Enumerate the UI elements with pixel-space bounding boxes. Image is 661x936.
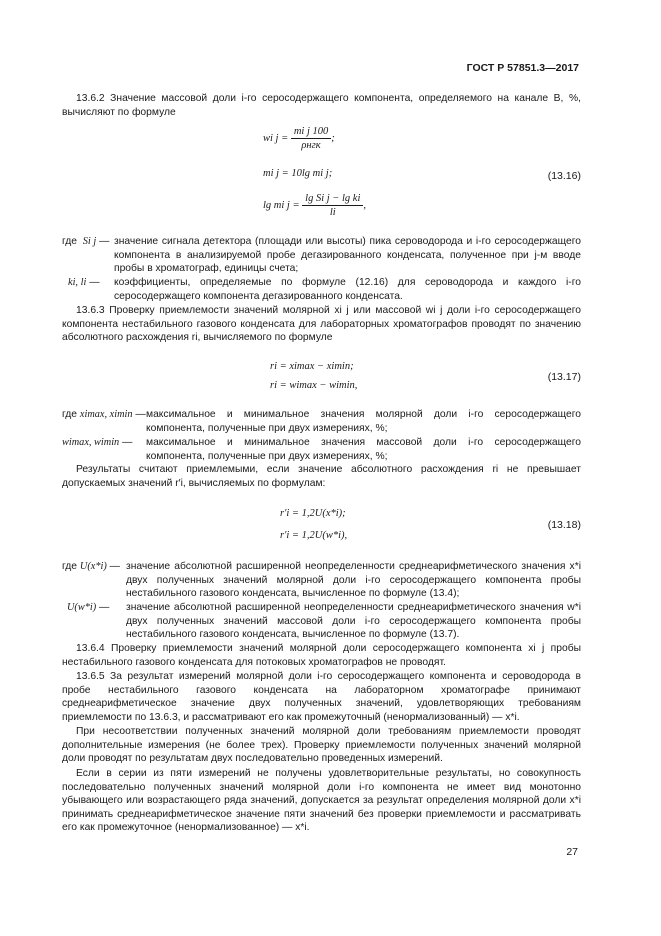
definition-row: ki, li — коэффициенты, определяемые по формуле (12.16) для сероводорода и каждого i-го серосодержащего компонента дегазированного конденсата.: [68, 277, 581, 302]
paragraph-13-6-4: 13.6.4 Проверку приемлемости значений молярной доли серосодержащего компонента xi j пробы нестабильного газового конденсата для потоковых хроматографов не проводят.: [62, 643, 581, 668]
paragraph-13-6-2: 13.6.2 Значение массовой доли i-го серосодержащего компонента, определяемого на канале В, %, вычисляют по формуле: [62, 93, 581, 118]
formula-13-16-line-2: mi j = 10lg mi j;: [263, 168, 333, 179]
equation-number: (13.17): [547, 371, 581, 383]
definition-row: wimax, wimin — максимальное и минимальное значения массовой доли i-го серосодержащего компонента, полученные при двух измерениях, %;: [62, 437, 581, 462]
definition-text: значение абсолютной расширенной неопределенности среднеарифметического значения x*i двух полученных значений молярной доли i-го серосодержащего компонента пробы нестабильного газового конденсата, вычисленное по формуле (13.4);: [126, 561, 581, 600]
definition-text: максимальное и минимальное значения молярной доли i-го серосодержащего компонента, полученные при двух измерениях, %;: [146, 409, 581, 434]
formula-13-16-line-1: wi j = $\frac{\text{mi j 100}}{\text{ρнгк}}$ ;: [263, 126, 335, 151]
paragraph-mismatch: При несоответствии полученных значений молярной доли требованиям приемлемости проводят дополнительные измерения (не более трех). Проверку приемлемости полученных значений молярной доли проводят по результатам двух последовательно проведенных измерений.: [62, 726, 581, 765]
equation-number: (13.16): [547, 170, 581, 182]
definition-symbol: ki, li: [68, 277, 87, 288]
definition-text: значение абсолютной расширенной неопределенности среднеарифметического значения w*i двух полученных значений массовой доли i-го серосодержащего компонента пробы нестабильного газового конденсата, вычисленное по формуле (13.7).: [126, 602, 581, 641]
definition-row: U(w*i) — значение абсолютной расширенной неопределенности среднеарифметического значения w*i двух полученных значений массовой доли i-го серосодержащего компонента пробы нестабильного газового конденсата, вычисленное по формуле (13.7).: [67, 602, 581, 641]
formula-13-17-line-2: ri = wimax − wimin,: [270, 380, 358, 391]
fraction-numerator: mi j 100: [291, 126, 331, 139]
formula-13-18-line-2: r′i = 1,2U(w*i),: [280, 530, 348, 541]
paragraph-results: Результаты считают приемлемыми, если значение абсолютного расхождения ri не превышает допускаемых значений r′i, вычисляемых по формулам:: [62, 464, 581, 489]
definition-row: где Si j — значение сигнала детектора (площади или высоты) пика сероводорода и i-го серосодержащего компонента в анализируемой пробе дегазированного конденсата, полученное при j-м вводе пробы в хроматограф, единицы счета;: [62, 236, 581, 275]
formula-13-18-line-1: r′i = 1,2U(x*i);: [280, 508, 346, 519]
paragraph-13-6-5: 13.6.5 За результат измерений молярной доли i-го серосодержащего компонента и сероводорода в пробе нестабильного газового конденсата на лабораторном хроматографе принимают среднеарифметическое значение двух полученных значений, удовлетворяющих требованиям приемлемости по 13.6.3, и рассматривают его как промежуточный (ненормализованный) — x*i.: [62, 671, 581, 723]
definition-symbol: wimax, wimin: [62, 437, 120, 448]
formula-13-17-line-1: ri = ximax − ximin;: [270, 361, 354, 372]
standard-header: ГОСТ Р 57851.3—2017: [466, 62, 579, 74]
fraction-numerator: lg Si j − lg ki: [302, 193, 363, 206]
definition-text: максимальное и минимальное значения массовой доли i-го серосодержащего компонента, полученные при двух измерениях, %;: [146, 437, 581, 462]
definition-row: где ximax, ximin — максимальное и минимальное значения молярной доли i-го серосодержащего компонента, полученные при двух измерениях, %;: [62, 409, 581, 434]
paragraph-series: Если в серии из пяти измерений не получены удовлетворительные результаты, но совокупность последовательно полученных значений молярной доли i-го компонента не имеет вид монотонно убывающего или возрастающего ряда значений, допускается за результат определения молярной доли x*i принимать среднеарифметическое значение пяти значений без проверки приемлемости и рассматривать его как промежуточное (ненормализованное) — x*i.: [62, 768, 581, 834]
definition-row: где U(x*i) — значение абсолютной расширенной неопределенности среднеарифметического значения x*i двух полученных значений молярной доли i-го серосодержащего компонента пробы нестабильного газового конденсата, вычисленное по формуле (13.4);: [62, 561, 581, 600]
definition-text: значение сигнала детектора (площади или высоты) пика сероводорода и i-го серосодержащего компонента в анализируемой пробе дегазированного конденсата, полученное при j-м вводе пробы в хроматограф, единицы счета;: [114, 236, 581, 275]
paragraph-13-6-3: 13.6.3 Проверку приемлемости значений молярной xi j или массовой wi j доли i-го серосодержащего компонента нестабильного газового конденсата для лабораторных хроматографов проводят по значению абсолютного расхождения ri, вычисляемого по формуле: [62, 305, 581, 344]
formula-13-16-line-3: lg mi j = $\frac{\text{lg Si j − lg ki}}{li}$ ,: [263, 193, 367, 218]
definition-symbol: U(x*i): [79, 561, 107, 572]
definition-symbol: ximax, ximin: [79, 409, 133, 420]
definition-symbol: U(w*i): [67, 602, 97, 613]
fraction-denominator: ρнгк: [301, 140, 321, 151]
equation-number: (13.18): [547, 519, 581, 531]
fraction-denominator: li: [329, 207, 336, 218]
definition-text: коэффициенты, определяемые по формуле (12.16) для сероводорода и каждого i-го серосодержащего компонента дегазированного конденсата.: [114, 277, 581, 302]
definition-symbol: Si j: [82, 236, 97, 247]
page-number: 27: [566, 846, 578, 858]
